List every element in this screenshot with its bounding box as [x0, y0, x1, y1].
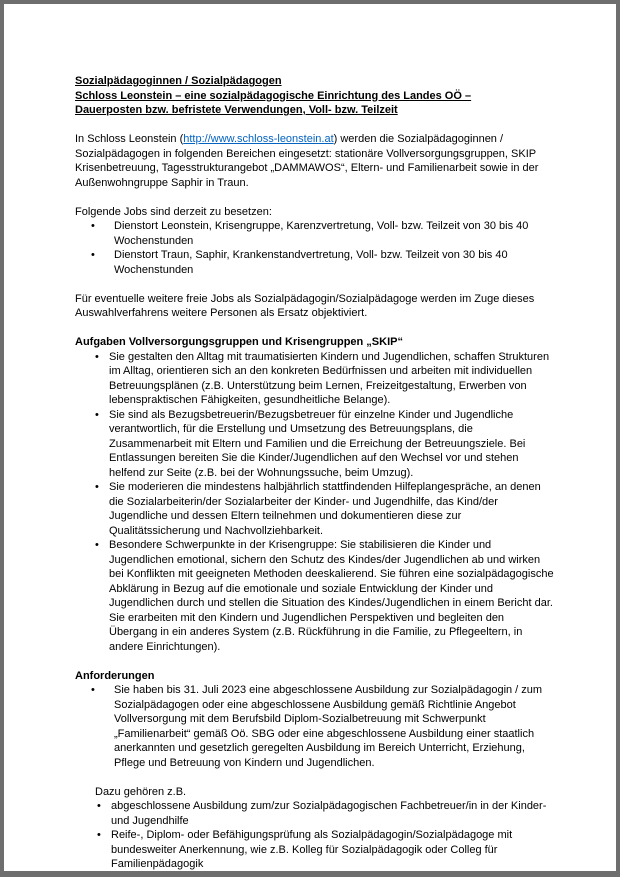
list-item: • Sie gestalten den Alltag mit traumatisierten Kindern und Jugendlichen, schaffen Strukturen im Alltag, orientieren sich an den konkreten Bedürfnissen und arbeiten mit individuellen Betreuungsplänen (z.B. Unterstützung beim Lernen, Freizeitgestaltung, Erwerben von lebenspraktischen Fähigkeiten, gesundheitliche Belange). [75, 350, 555, 408]
jobs-list [75, 219, 555, 277]
examples-heading: Dazu gehören z.B. [95, 785, 187, 798]
examples-list [95, 799, 555, 872]
website-link[interactable]: http://www.schloss-leonstein.at [183, 133, 334, 145]
spacer [75, 118, 555, 133]
list-item: • Dienstort Leonstein, Krisengruppe, Karenzvertretung, Voll- bzw. Teilzeit von 30 bis 40 Wochenstunden [75, 219, 555, 248]
spacer [75, 654, 555, 669]
spacer [75, 277, 555, 292]
list-item: • abgeschlossene Ausbildung zum/zur Sozialpädagogischen Fachbetreuer/in in der Kinder- und Jugendhilfe [95, 799, 555, 828]
spacer [75, 321, 555, 336]
list-item: • Sie moderieren die mindestens halbjährlich stattfindenden Hilfeplangespräche, an denen die Sozialarbeiterin/der Sozialarbeiter der Kinder- und Jugendhilfe, das Kind/der Jugendliche und dessen Eltern teilnehmen und dokumentieren diese zur Qualitätssicherung und Nachvollziehbarkeit. [75, 480, 555, 538]
requirements-list [75, 683, 555, 770]
tasks-list [75, 350, 555, 655]
title-line-1: Sozialpädagoginnen / Sozialpädagogen [75, 75, 282, 87]
title-line-2: Schloss Leonstein – eine sozialpädagogische Einrichtung des Landes OÖ – [75, 89, 472, 102]
list-item: • Dienstort Traun, Saphir, Krankenstandvertretung, Voll- bzw. Teilzeit von 30 bis 40 Wochenstunden [75, 248, 555, 277]
document-content [75, 74, 555, 872]
jobs-heading: Folgende Jobs sind derzeit zu besetzen: [75, 205, 272, 218]
list-item: • Sie haben bis 31. Juli 2023 eine abgeschlossene Ausbildung zur Sozialpädagogin / zum Sozialpädagogen oder eine abgeschlossene Ausbildung gemäß Richtlinie Angebot Vollversorgung mit dem Berufsbild Diplom-Sozialbetreuung mit Schwerpunkt „Familienarbeit“ gemäß Oö. SBG oder eine abgeschlossene Ausbildung einer staatlich anerkannten und gesetzlich geregelten Ausbildung im Bereich Unterricht, Erziehung, Pflege und Betreuung von Kindern und Jugendlichen. [75, 683, 555, 770]
spacer [75, 770, 555, 785]
list-item: • Sie sind als Bezugsbetreuerin/Bezugsbetreuer für einzelne Kinder und Jugendliche verantwortlich, für die Erstellung und Umsetzung des Betreuungsplans, die Zusammenarbeit mit Eltern und Familien und die Erreichung der Betreuungsziele. Bei Entlassungen bereiten Sie die Kinder/Jugendlichen auf den Wechsel vor und stehen helfend zur Seite (z.B. bei der Wohnungssuche, beim Umzug). [75, 408, 555, 481]
replacement-note: Für eventuelle weitere freie Jobs als Sozialpädagogin/Sozialpädagoge werden im Zuge dieses Auswahlverfahrens weitere Personen als Ersatz objektiviert. [75, 292, 535, 319]
list-item: • Reife-, Diplom- oder Befähigungsprüfung als Sozialpädagogin/Sozialpädagoge mit bundesweiter Anerkennung, wie z.B. Kolleg für Sozialpädagogik oder Colleg für Familienpädagogik [95, 828, 555, 872]
intro-text-before: In Schloss Leonstein ( [75, 133, 184, 145]
list-item: • Besondere Schwerpunkte in der Krisengruppe: Sie stabilisieren die Kinder und Jugendlichen emotional, sichern den Schutz des Kindes/der Jugendlichen ab und wirken bei Konflikten mit geeigneten Methoden deeskalierend. Sie führen eine sozialpädagogische Abklärung in Bezug auf die emotionale und soziale Entwicklung der Kinder und Jugendlichen durch und stellen die Situation des Kindes/Jugendlichen in einem Bericht dar. Sie erarbeiten mit den Kindern und Jugendlichen Perspektiven und begleiten den Übergang in ein anderes System (z.B. Rückführung in die Familie, zu Pflegeeltern, in andere Einrichtungen). [75, 538, 555, 654]
intro-text-after: ) werden die Sozialpädagoginnen / Sozialpädagogen in folgenden Bereichen eingesetzt: stationäre Vollversorgungsgruppen, SKIP Krisenbetreuung, Tagesstrukturangebot „DAMMAWOS“, Eltern- und Familienarbeit sowie in der Außenwohngruppe Saphir in Traun. [75, 133, 539, 189]
title-line-3: Dauerposten bzw. befristete Verwendungen, Voll- bzw. Teilzeit [75, 104, 398, 116]
requirements-heading: Anforderungen [75, 669, 155, 682]
intro-paragraph [75, 132, 555, 190]
tasks-heading: Aufgaben Vollversorgungsgruppen und Krisengruppen „SKIP“ [75, 336, 403, 348]
spacer [75, 190, 555, 205]
document-page [4, 4, 616, 871]
